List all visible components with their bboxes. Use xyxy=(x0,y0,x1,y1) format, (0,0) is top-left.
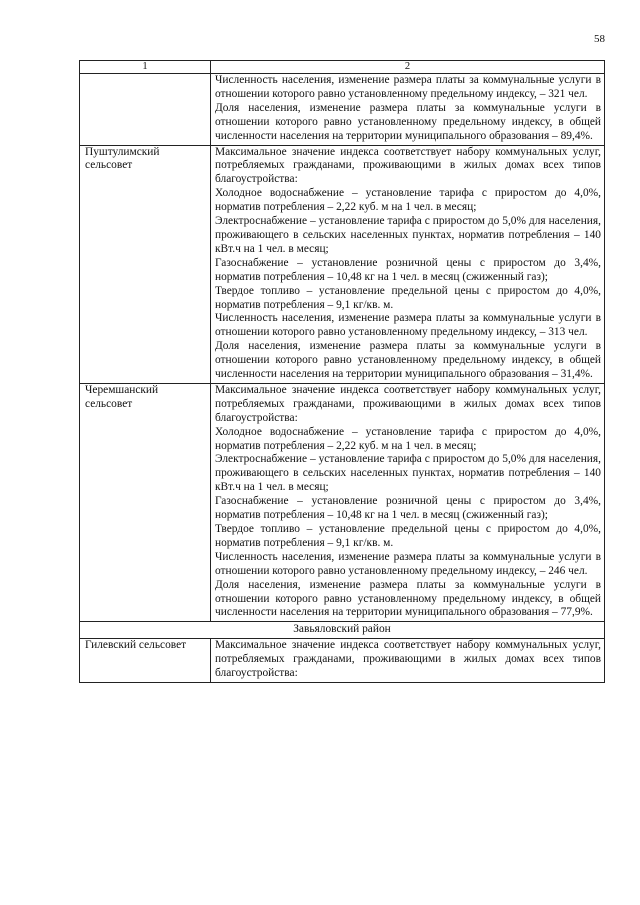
row-name-cell: Гилевский сельсовет xyxy=(80,639,211,683)
table-header-row xyxy=(80,61,605,74)
paragraph: Холодное водоснабжение – установление тарифа с приростом до 4,0%, норматив потребления – 2,22 куб. м на 1 чел. в месяц; xyxy=(215,425,601,452)
paragraph: Электроснабжение – установление тарифа с приростом до 5,0% для населения, проживающего в сельских населенных пунктах, норматив потребления – 140 кВт.ч на 1 чел. в месяц; xyxy=(215,453,601,494)
row-name-cell: Черемшанский сельсовет xyxy=(80,383,211,621)
paragraph: Холодное водоснабжение – установление тарифа с приростом до 4,0%, норматив потребления – 2,22 куб. м на 1 чел. в месяц; xyxy=(215,187,601,214)
paragraph: Доля населения, изменение размера платы за коммунальные услуги в отношении которого равно установленному предельному индексу, в общей численности населения на территории муниципального образования – 89,4%. xyxy=(215,101,601,142)
table-row-pushtulimsky xyxy=(80,145,605,383)
table-row-cheremshansky xyxy=(80,383,605,621)
paragraph: Максимальное значение индекса соответствует набору коммунальных услуг, потребляемых гражданами, проживающими в жилых домах всех типов благоустройства: xyxy=(215,145,601,186)
row-text-cell xyxy=(211,145,605,383)
column-header-2: 2 xyxy=(211,61,605,74)
paragraph: Максимальное значение индекса соответствует набору коммунальных услуг, потребляемых гражданами, проживающими в жилых домах всех типов благоустройства: xyxy=(215,639,601,680)
paragraph: Доля населения, изменение размера платы за коммунальные услуги в отношении которого равно установленному предельному индексу, в общей численности населения на территории муниципального образования – 31,4%. xyxy=(215,340,601,381)
paragraph: Численность населения, изменение размера платы за коммунальные услуги в отношении которого равно установленному предельному индексу, – 246 чел. xyxy=(215,550,601,577)
page-number: 58 xyxy=(594,33,605,45)
row-text-cell xyxy=(211,74,605,146)
paragraph: Электроснабжение – установление тарифа с приростом до 5,0% для населения, проживающего в сельских населенных пунктах, норматив потребления – 140 кВт.ч на 1 чел. в месяц; xyxy=(215,215,601,255)
paragraph: Доля населения, изменение размера платы за коммунальные услуги в отношении которого равно установленному предельному индексу, в общей численности населения на территории муниципального образования – 77,9%. xyxy=(215,578,601,619)
paragraph: Численность населения, изменение размера платы за коммунальные услуги в отношении которого равно установленному предельному индексу, – 321 чел. xyxy=(215,74,601,100)
district-heading: Завьяловский район xyxy=(80,622,605,639)
table-row-continuation xyxy=(80,74,605,146)
paragraph: Твердое топливо – установление предельной цены с приростом до 4,0%, норматив потребления – 9,1 кг/кв. м. xyxy=(215,284,601,311)
column-header-1: 1 xyxy=(80,61,211,74)
district-row xyxy=(80,622,605,639)
paragraph: Газоснабжение – установление розничной цены с приростом до 3,4%, норматив потребления – 10,48 кг на 1 чел. в месяц (сжиженный газ); xyxy=(215,495,601,522)
document-table xyxy=(79,60,605,683)
paragraph: Максимальное значение индекса соответствует набору коммунальных услуг, потребляемых гражданами, проживающими в жилых домах всех типов благоустройства: xyxy=(215,383,601,424)
row-text-cell xyxy=(211,639,605,683)
paragraph: Газоснабжение – установление розничной цены с приростом до 3,4%, норматив потребления – 10,48 кг на 1 чел. в месяц (сжиженный газ); xyxy=(215,256,601,283)
paragraph: Твердое топливо – установление предельной цены с приростом до 4,0%, норматив потребления – 9,1 кг/кв. м. xyxy=(215,523,601,549)
row-text-cell xyxy=(211,383,605,621)
row-name-cell xyxy=(80,74,211,146)
paragraph: Численность населения, изменение размера платы за коммунальные услуги в отношении которого равно установленному предельному индексу, – 313 чел. xyxy=(215,312,601,339)
table-row-gilevsky xyxy=(80,639,605,683)
row-name-cell: Пуштулимский сельсовет xyxy=(80,145,211,383)
